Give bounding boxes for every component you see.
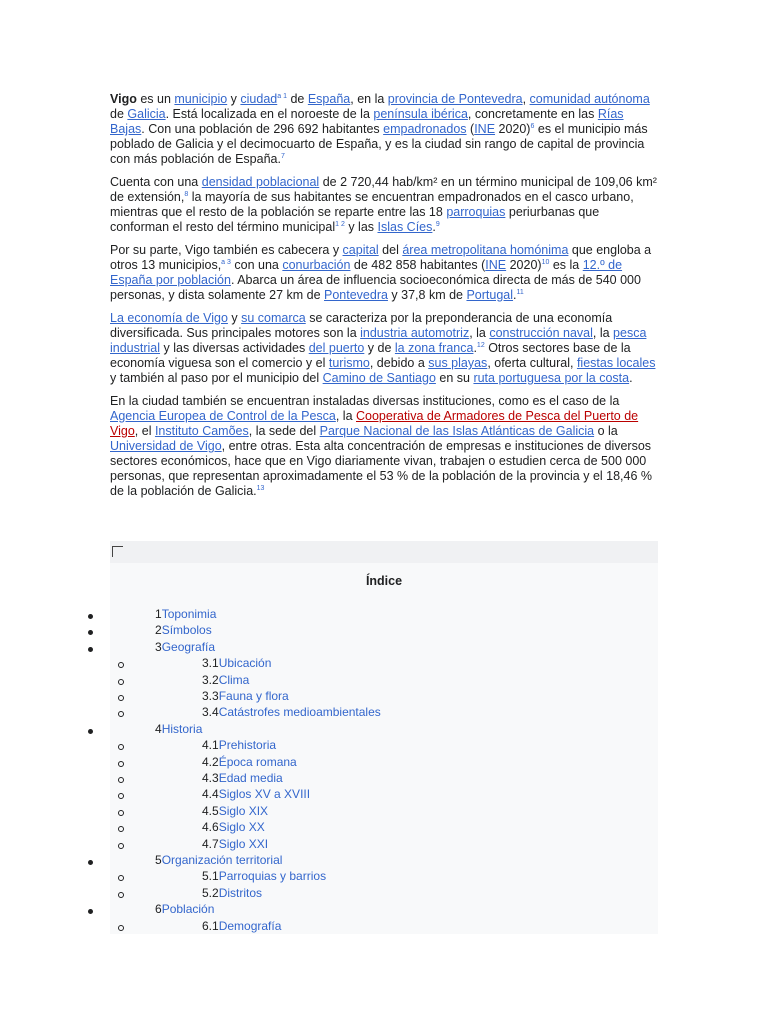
link-rias[interactable]: Rías Bajas xyxy=(110,107,624,136)
link-industria[interactable]: industria automotriz xyxy=(360,326,470,340)
toc-item-label[interactable]: Catástrofes medioambientales xyxy=(218,705,381,719)
toc-item-label[interactable]: Demografía xyxy=(218,919,282,933)
circle-marker xyxy=(118,875,124,881)
text: y xyxy=(227,311,242,325)
toc-item-number: 4.5 xyxy=(202,804,219,818)
toc-item-label[interactable]: Clima xyxy=(218,673,250,687)
toc-item[interactable] xyxy=(155,606,216,622)
text: periurbanas que conforman el resto del término municipal xyxy=(110,205,600,234)
text: y también al paso por el municipio del xyxy=(110,371,323,385)
text: , oferta cultural, xyxy=(487,356,577,370)
circle-marker xyxy=(118,679,124,685)
link-area-metropolitana[interactable]: área metropolitana homónima xyxy=(402,243,569,257)
link-12-espana[interactable]: 12.º de España por población xyxy=(110,258,623,287)
text: Otros sectores base de la economía viguesa son el comercio y el xyxy=(110,341,631,370)
toc-item-label[interactable]: Siglo XIX xyxy=(218,804,269,818)
text: del xyxy=(378,243,403,257)
text: . xyxy=(473,341,477,355)
toc-item[interactable] xyxy=(202,803,268,819)
toc-item-number: 4.6 xyxy=(202,820,219,834)
ref-a1[interactable]: a 1 xyxy=(277,92,287,100)
toc-item-number: 6.1 xyxy=(202,919,219,933)
toc-item[interactable] xyxy=(202,754,297,770)
table-of-contents xyxy=(110,541,658,934)
circle-marker xyxy=(118,925,124,931)
toc-item-number: 6 xyxy=(155,902,162,916)
toc-item-label[interactable]: Prehistoria xyxy=(218,738,277,752)
toc-item-label[interactable]: Geografía xyxy=(161,640,216,654)
text: y las xyxy=(344,220,378,234)
link-playas[interactable]: sus playas xyxy=(428,356,488,370)
link-ine[interactable]: INE xyxy=(474,122,496,136)
text: , el xyxy=(134,424,155,438)
text: y de xyxy=(364,341,395,355)
text: . xyxy=(513,288,517,302)
text: y xyxy=(227,92,241,106)
intro-paragraph-4 xyxy=(110,311,658,386)
link-camoes[interactable]: Instituto Camões xyxy=(154,424,249,438)
toc-item-label[interactable]: Fauna y flora xyxy=(218,689,289,703)
bullet-marker xyxy=(88,729,93,734)
toc-item[interactable] xyxy=(202,819,265,835)
toc-item-label[interactable]: Toponimia xyxy=(161,607,217,621)
circle-marker xyxy=(118,662,124,668)
text: , xyxy=(522,92,530,106)
link-comunidad[interactable]: comunidad autónoma xyxy=(529,92,650,106)
text: , la xyxy=(469,326,490,340)
ref-6[interactable]: 6 xyxy=(530,122,535,130)
toc-item-number: 4.2 xyxy=(202,755,219,769)
circle-marker xyxy=(118,810,124,816)
toc-item[interactable] xyxy=(155,721,202,737)
ref-12[interactable]: 12 xyxy=(476,341,485,349)
bullet-marker xyxy=(88,860,93,865)
link-municipio[interactable]: municipio xyxy=(174,92,228,106)
ref-13[interactable]: 13 xyxy=(256,484,265,492)
toc-item-number: 2 xyxy=(155,623,162,637)
text: 2020) xyxy=(495,122,531,136)
toc-item[interactable] xyxy=(202,868,326,884)
text: la mayoría de sus habitantes se encuentran empadronados en el casco urbano, mientras que el resto de la población se reparte entre las 18 xyxy=(110,190,634,219)
link-peninsula[interactable]: península ibérica xyxy=(373,107,468,121)
link-ruta[interactable]: ruta portuguesa por la costa xyxy=(473,371,630,385)
link-capital[interactable]: capital xyxy=(342,243,379,257)
toc-item[interactable] xyxy=(202,688,289,704)
link-ine-2[interactable]: INE xyxy=(485,258,507,272)
text: , la xyxy=(592,326,614,340)
ref-1-2[interactable]: 1 2 xyxy=(335,220,345,228)
toc-item[interactable] xyxy=(202,836,268,852)
text: , concretamente en las xyxy=(467,107,598,121)
toc-item[interactable] xyxy=(202,918,281,934)
bullet-marker xyxy=(88,909,93,914)
link-economia[interactable]: La economía de Vigo xyxy=(110,311,228,325)
circle-marker xyxy=(118,744,124,750)
toc-item-label[interactable]: Población xyxy=(161,902,215,916)
bullet-marker xyxy=(88,647,93,652)
text: es un xyxy=(136,92,175,106)
toc-item-number: 4 xyxy=(155,722,162,736)
text: es el municipio más poblado de Galicia y el decimocuarto de España, y es la ciudad sin rango de capital de provincia con más población de España. xyxy=(110,122,648,166)
link-pontevedra[interactable]: Pontevedra xyxy=(324,288,388,302)
toc-item-number: 4.1 xyxy=(202,738,219,752)
article-subject: Vigo xyxy=(110,92,137,106)
toc-item-label[interactable]: Símbolos xyxy=(161,623,212,637)
text: en su xyxy=(435,371,474,385)
circle-marker xyxy=(118,761,124,767)
link-ciudad[interactable]: ciudad xyxy=(240,92,278,106)
ref-9[interactable]: 9 xyxy=(435,220,440,228)
toc-item-label[interactable]: Siglo XX xyxy=(218,820,265,834)
toc-item-label[interactable]: Época romana xyxy=(218,755,297,769)
toc-toggle-bar xyxy=(110,541,658,563)
text: es la xyxy=(549,258,583,272)
toc-item[interactable] xyxy=(202,786,310,802)
toc-item-number: 1 xyxy=(155,607,162,621)
text: de xyxy=(286,92,308,106)
toc-toggle-checkbox[interactable] xyxy=(112,546,123,557)
toc-item-number: 3 xyxy=(155,640,162,654)
circle-marker xyxy=(118,793,124,799)
link-parroquias[interactable]: parroquias xyxy=(446,205,506,219)
toc-item-number: 5.1 xyxy=(202,869,219,883)
circle-marker xyxy=(118,892,124,898)
text: ( xyxy=(466,122,475,136)
link-construccion[interactable]: construcción naval xyxy=(489,326,593,340)
toc-item[interactable] xyxy=(202,655,271,671)
link-islas-cies[interactable]: Islas Cíes xyxy=(377,220,433,234)
link-zona-franca[interactable]: la zona franca xyxy=(394,341,474,355)
text: , la xyxy=(335,409,356,423)
link-densidad[interactable]: densidad poblacional xyxy=(201,175,320,189)
text: de xyxy=(110,107,128,121)
ref-a3[interactable]: a 3 xyxy=(221,258,231,266)
circle-marker xyxy=(118,826,124,832)
link-espana[interactable]: España xyxy=(307,92,351,106)
toc-item[interactable] xyxy=(202,770,283,786)
text: con una xyxy=(230,258,283,272)
ref-7[interactable]: 7 xyxy=(280,152,285,160)
toc-item-label[interactable]: Historia xyxy=(161,722,203,736)
bullet-marker xyxy=(88,614,93,619)
link-pesca[interactable]: pesca industrial xyxy=(110,326,647,355)
link-parque[interactable]: Parque Nacional de las Islas Atlánticas de Galicia xyxy=(319,424,595,438)
text: de 482 858 habitantes ( xyxy=(350,258,486,272)
circle-marker xyxy=(118,695,124,701)
toc-item[interactable] xyxy=(202,672,249,688)
link-conurbacion[interactable]: conurbación xyxy=(282,258,351,272)
toc-item-number: 3.4 xyxy=(202,705,219,719)
toc-item-number: 5 xyxy=(155,853,162,867)
text: se caracteriza por la preponderancia de una economía diversificada. Sus principales motores son la xyxy=(110,311,613,340)
toc-item[interactable] xyxy=(202,704,381,720)
text: Por su parte, Vigo también es cabecera y xyxy=(110,243,343,257)
text: . Está localizada en el noroeste de la xyxy=(165,107,374,121)
link-provincia[interactable]: provincia de Pontevedra xyxy=(387,92,523,106)
toc-item-label[interactable]: Organización territorial xyxy=(161,853,283,867)
text: , en la xyxy=(350,92,388,106)
toc-item-number: 5.2 xyxy=(202,886,219,900)
text: , debido a xyxy=(369,356,429,370)
toc-item[interactable] xyxy=(155,622,212,638)
toc-item[interactable] xyxy=(155,639,215,655)
link-empadronados[interactable]: empadronados xyxy=(383,122,467,136)
link-comarca[interactable]: su comarca xyxy=(241,311,306,325)
toc-item-label[interactable]: Distritos xyxy=(218,886,263,900)
text: y 37,8 km de xyxy=(387,288,467,302)
bullet-marker xyxy=(88,630,93,635)
intro-paragraph-2 xyxy=(110,175,658,235)
text: y las diversas actividades xyxy=(160,341,309,355)
text: . Con una población de 296 692 habitantes xyxy=(141,122,384,136)
toc-item-label[interactable]: Siglo XXI xyxy=(218,837,269,851)
text: de 2 720,44 hab/km² en un término municipal de 109,06 km² de extensión, xyxy=(110,175,657,204)
toc-item[interactable] xyxy=(202,885,262,901)
link-agencia[interactable]: Agencia Europea de Control de la Pesca xyxy=(110,409,336,423)
toc-item[interactable] xyxy=(202,737,276,753)
article-body xyxy=(110,92,658,507)
ref-10[interactable]: 10 xyxy=(541,258,550,266)
text: . xyxy=(629,371,633,385)
toc-item-number: 3.3 xyxy=(202,689,219,703)
toc-item[interactable] xyxy=(155,852,282,868)
link-turismo[interactable]: turismo xyxy=(328,356,370,370)
toc-title: Índice xyxy=(365,574,403,588)
toc-item-number: 4.3 xyxy=(202,771,219,785)
link-fiestas[interactable]: fiestas locales xyxy=(576,356,656,370)
toc-item-number: 4.7 xyxy=(202,837,219,851)
circle-marker xyxy=(118,843,124,849)
link-puerto[interactable]: del puerto xyxy=(308,341,365,355)
link-portugal[interactable]: Portugal xyxy=(466,288,514,302)
text: En la ciudad también se encuentran instaladas diversas instituciones, como es el caso de la xyxy=(110,394,620,408)
text: Cuenta con una xyxy=(110,175,202,189)
text: que engloba a otros 13 municipios, xyxy=(110,243,652,272)
toc-item-label[interactable]: Edad media xyxy=(218,771,283,785)
toc-item-label[interactable]: Siglos XV a XVIII xyxy=(218,787,311,801)
ref-11[interactable]: 11 xyxy=(516,288,524,296)
text: . Abarca un área de influencia socioeconómica directa de más de 540 000 personas, y dista solamente 27 km de xyxy=(110,273,641,302)
text: , entre otras. Esta alta concentración de empresas e instituciones de diversos sectores económicos, hace que en Vigo diariamente vivan, trabajen o estudien cerca de 500 000 personas, que representan aproximadamente el 53 % de la población de la provincia y el 18,46 % de la población de Galicia. xyxy=(110,439,653,498)
intro-paragraph-1 xyxy=(110,92,658,167)
circle-marker xyxy=(118,711,124,717)
text: , la sede del xyxy=(248,424,320,438)
toc-item-label[interactable]: Ubicación xyxy=(218,656,272,670)
intro-paragraph-5 xyxy=(110,394,658,499)
text: 2020) xyxy=(506,258,542,272)
toc-item-number: 4.4 xyxy=(202,787,219,801)
text: o la xyxy=(594,424,618,438)
link-camino[interactable]: Camino de Santiago xyxy=(322,371,436,385)
link-galicia[interactable]: Galicia xyxy=(127,107,166,121)
toc-item-number: 3.2 xyxy=(202,673,219,687)
toc-item-number: 3.1 xyxy=(202,656,219,670)
intro-paragraph-3 xyxy=(110,243,658,303)
link-universidad[interactable]: Universidad de Vigo xyxy=(110,439,222,453)
ref-8[interactable]: 8 xyxy=(184,190,189,198)
circle-marker xyxy=(118,777,124,783)
link-cooperativa[interactable]: Cooperativa de Armadores de Pesca del Puerto de Vigo xyxy=(110,409,639,438)
toc-item[interactable] xyxy=(155,901,214,917)
toc-item-label[interactable]: Parroquias y barrios xyxy=(218,869,327,883)
text: . xyxy=(432,220,436,234)
